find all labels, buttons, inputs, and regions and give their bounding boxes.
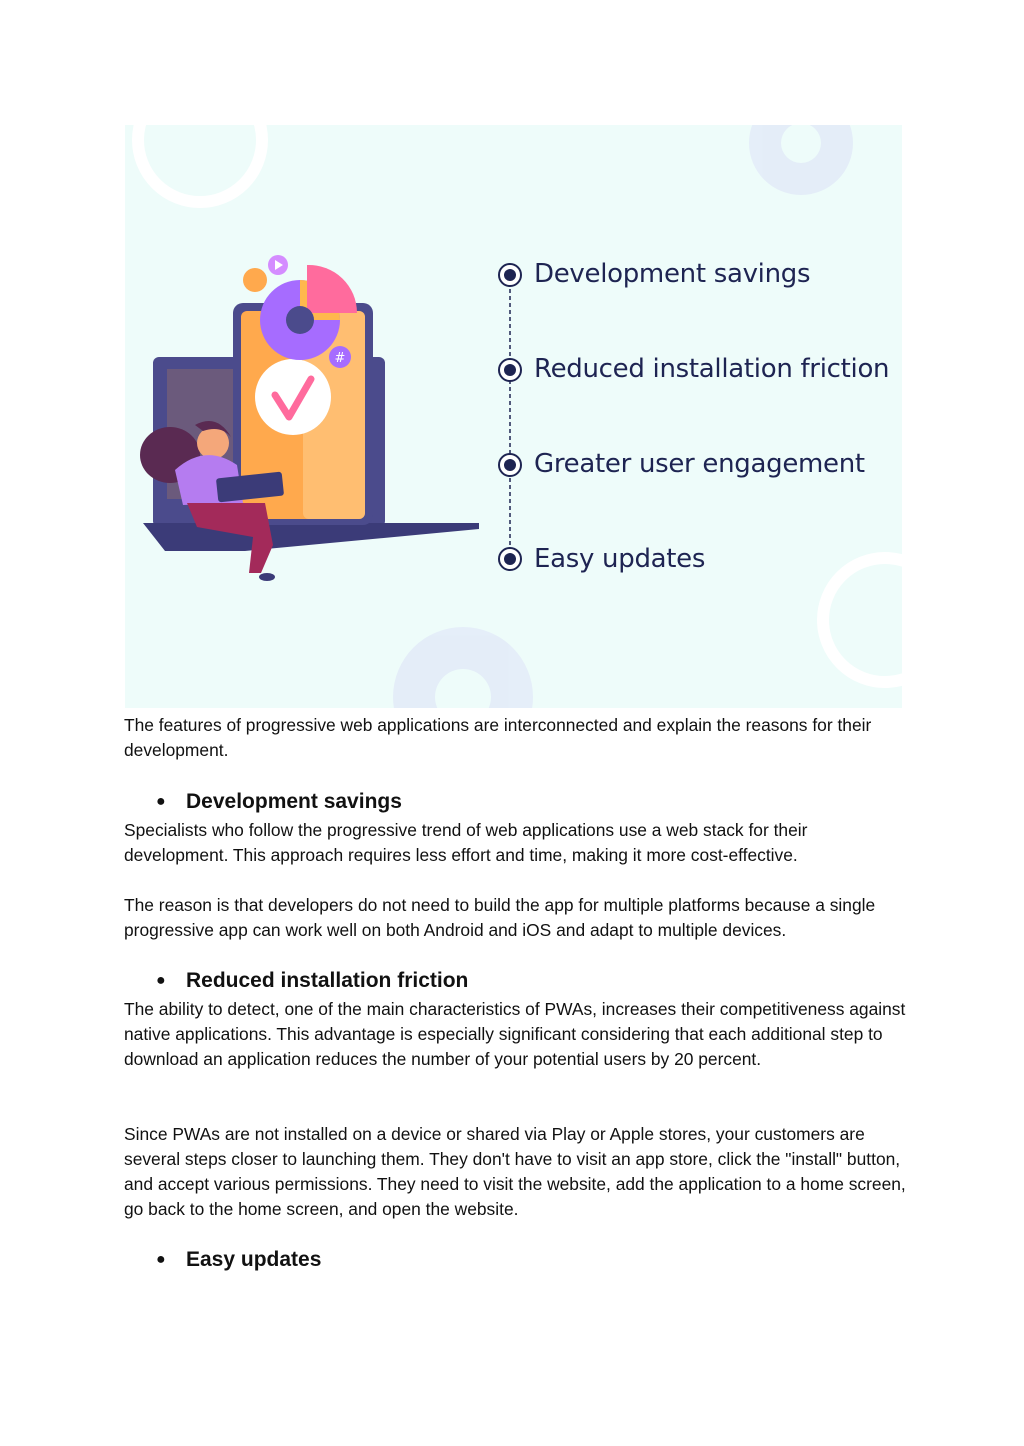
section-heading [156,1248,321,1272]
timeline-dot-icon [499,454,521,476]
paragraph: The ability to detect, one of the main characteristics of PWAs, increases their competitiveness against native applications. This advantage is especially significant considering that each additional step to download an application reduces the number of your potential users by 20 percent. [124,999,906,1069]
section-heading [156,790,402,814]
paragraph: The reason is that developers do not need to build the app for multiple platforms because a single progressive app can work well on both Android and iOS and adapt to multiple devices. [124,895,876,940]
section-body [124,1122,914,1222]
paragraph: Since PWAs are not installed on a device or shared via Play or Apple stores, your customers are several steps closer to launching them. They don't have to visit an app store, click the "install" button, and accept various permissions. They need to visit the website, add the application to a home screen, go back to the home screen, and open the website. [124,1124,906,1219]
timeline-dot-icon [499,548,521,570]
feature-label: Greater user engagement [534,449,865,479]
feature-label: Easy updates [534,544,706,574]
intro-paragraph [124,713,914,763]
section-body [124,997,914,1072]
hero-illustration [125,125,902,708]
section-heading [156,969,468,993]
section-heading-text: Development savings [186,790,402,813]
timeline-dot-icon [499,359,521,381]
section-body [124,893,914,943]
section-heading-text: Easy updates [186,1248,322,1271]
section-heading-text: Reduced installation friction [186,969,469,992]
svg-text:#: # [334,351,346,366]
bullet-icon: ● [156,1251,166,1268]
timeline-dot-icon [499,264,521,286]
timeline [125,125,902,708]
bullet-icon: ● [156,793,166,810]
feature-label: Development savings [534,259,811,289]
bullet-icon: ● [156,972,166,989]
paragraph: Specialists who follow the progressive trend of web applications use a web stack for their development. This approach requires less effort and time, making it more cost-effective. [124,820,808,865]
feature-label: Reduced installation friction [534,354,890,384]
section-body [124,818,914,868]
intro-text: The features of progressive web applications are interconnected and explain the reasons for their development. [124,715,872,760]
